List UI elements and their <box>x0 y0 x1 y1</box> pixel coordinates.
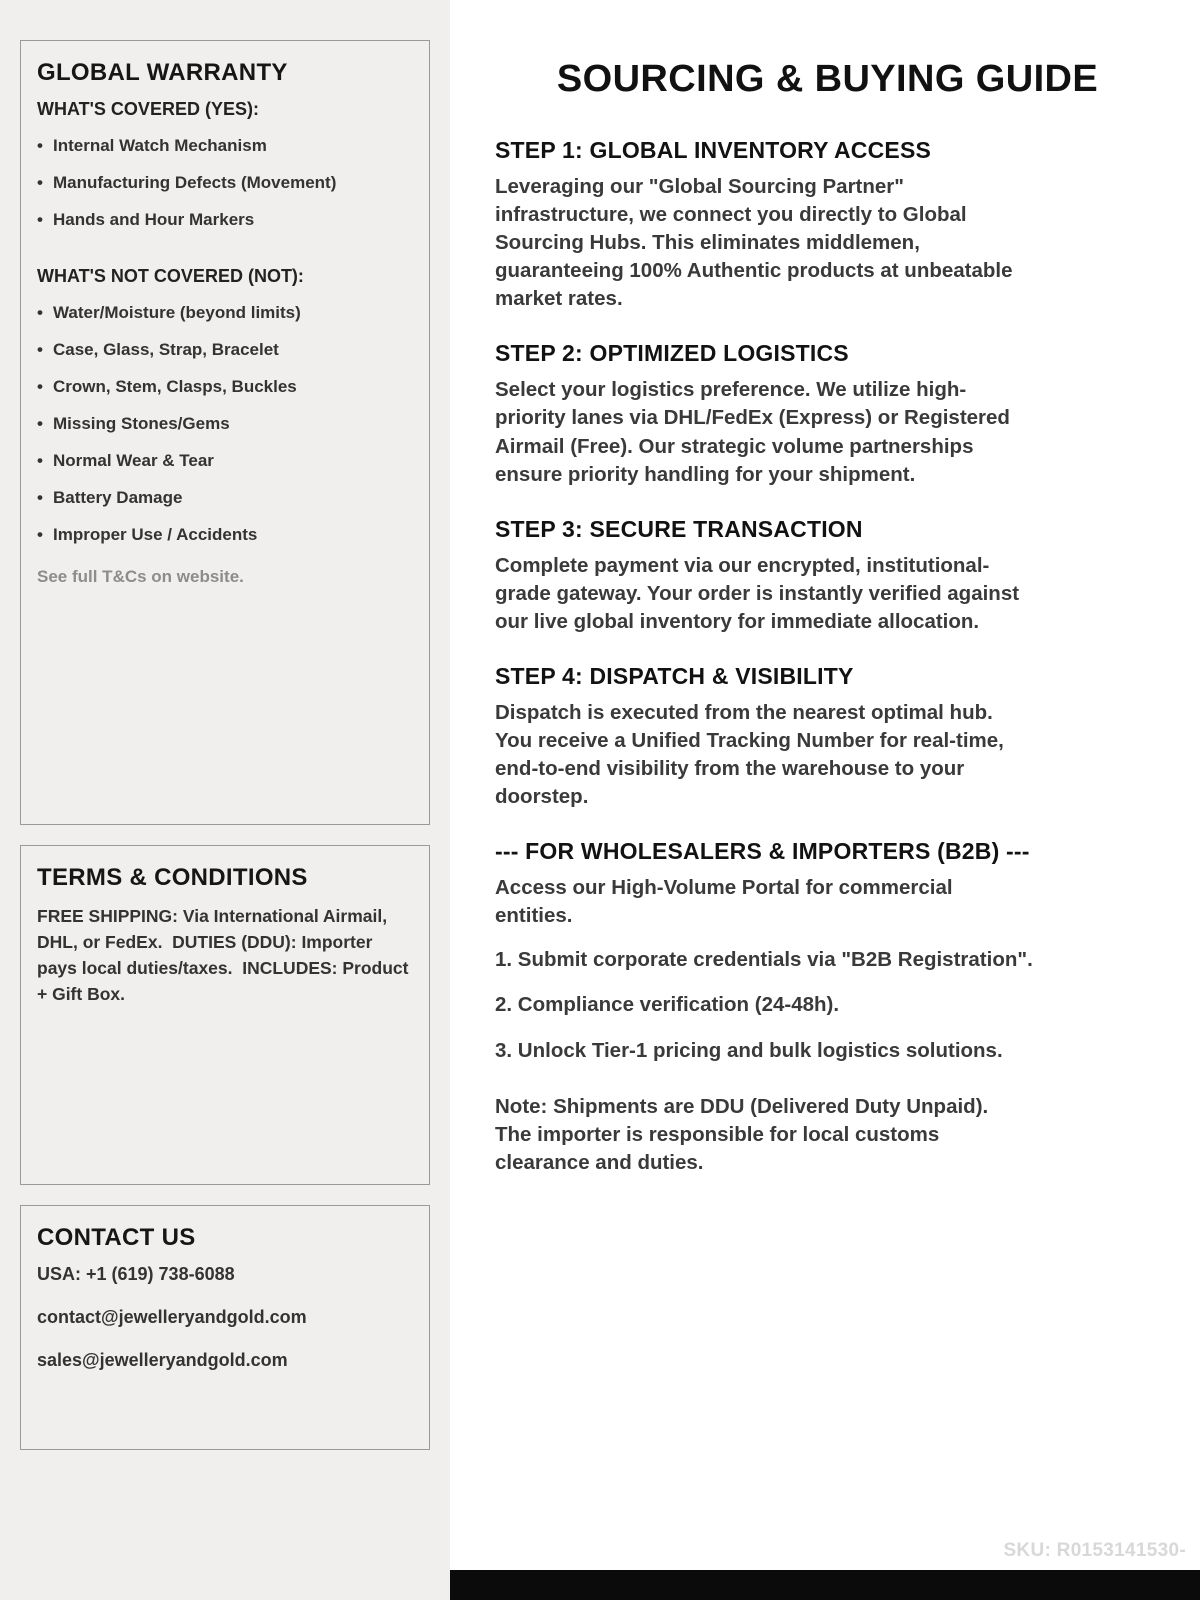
step-2-heading: STEP 2: OPTIMIZED LOGISTICS <box>495 340 849 367</box>
not-covered-item: • Missing Stones/Gems <box>37 414 413 434</box>
b2b-heading: --- FOR WHOLESALERS & IMPORTERS (B2B) --- <box>495 838 1030 865</box>
not-covered-item: • Battery Damage <box>37 488 413 508</box>
covered-heading: WHAT'S COVERED (YES): <box>37 99 259 119</box>
covered-item: • Internal Watch Mechanism <box>37 136 413 156</box>
covered-list <box>37 136 413 230</box>
contact-email: contact@jewelleryandgold.com <box>37 1307 307 1327</box>
page-title: SOURCING & BUYING GUIDE <box>556 58 1099 100</box>
contact-title: CONTACT US <box>37 1224 196 1251</box>
step-1-section <box>495 137 1160 313</box>
sourcing-guide-main <box>450 0 1200 1600</box>
step-2-section <box>495 340 1160 488</box>
warranty-footnote: See full T&Cs on website. <box>37 567 244 586</box>
contact-panel <box>20 1205 430 1450</box>
b2b-section <box>495 838 1160 1177</box>
b2b-item-2: 2. Compliance verification (24-48h). <box>495 993 840 1017</box>
info-sidebar <box>0 0 450 1600</box>
sku-label: SKU: R0153141530- <box>1003 1540 1186 1561</box>
step-3-section <box>495 516 1160 636</box>
sales-email: sales@jewelleryandgold.com <box>37 1350 288 1370</box>
b2b-item-1: 1. Submit corporate credentials via "B2B Registration". <box>495 948 1033 972</box>
step-2-body: Select your logistics preference. We utilize high-priority lanes via DHL/FedEx (Express) or Registered Airmail (Free). Our strategic volume partnerships ensure priority handling for your shipment. <box>495 378 1010 486</box>
b2b-intro: Access our High-Volume Portal for commercial entities. <box>495 876 953 928</box>
b2b-note: Note: Shipments are DDU (Delivered Duty Unpaid). The importer is responsible for local customs clearance and duties. <box>495 1094 989 1174</box>
not-covered-list <box>37 303 413 545</box>
terms-conditions-panel <box>20 845 430 1185</box>
step-4-body: Dispatch is executed from the nearest optimal hub. You receive a Unified Tracking Number for real-time, end-to-end visibility from the warehouse to your doorstep. <box>495 700 1004 809</box>
terms-title: TERMS & CONDITIONS <box>37 864 308 891</box>
step-4-heading: STEP 4: DISPATCH & VISIBILITY <box>495 662 854 689</box>
not-covered-item: • Normal Wear & Tear <box>37 451 413 471</box>
not-covered-item: • Crown, Stem, Clasps, Buckles <box>37 377 413 397</box>
covered-item: • Manufacturing Defects (Movement) <box>37 173 413 193</box>
step-1-body: Leveraging our "Global Sourcing Partner" infrastructure, we connect you directly to Global Sourcing Hubs. This eliminates middlemen, guaranteeing 100% Authentic products at unbeatable market rates. <box>495 175 1013 311</box>
not-covered-item: • Water/Moisture (beyond limits) <box>37 303 413 323</box>
not-covered-heading: WHAT'S NOT COVERED (NOT): <box>37 266 304 286</box>
step-1-heading: STEP 1: GLOBAL INVENTORY ACCESS <box>495 137 932 163</box>
terms-body: FREE SHIPPING: Via International Airmail, DHL, or FedEx. DUTIES (DDU): Importer pays local duties/taxes. INCLUDES: Product + Gift Box. <box>37 906 414 1004</box>
step-4-section <box>495 663 1160 811</box>
contact-phone: USA: +1 (619) 738-6088 <box>37 1264 235 1284</box>
global-warranty-panel <box>20 40 430 825</box>
covered-item: • Hands and Hour Markers <box>37 210 413 230</box>
step-3-body: Complete payment via our encrypted, institutional-grade gateway. Your order is instantly verified against our live global inventory for immediate allocation. <box>495 553 1020 633</box>
not-covered-item: • Case, Glass, Strap, Bracelet <box>37 340 413 360</box>
bottom-bar <box>450 1570 1200 1600</box>
b2b-item-3: 3. Unlock Tier-1 pricing and bulk logistics solutions. <box>495 1038 1003 1062</box>
warranty-title: GLOBAL WARRANTY <box>37 59 288 86</box>
step-3-heading: STEP 3: SECURE TRANSACTION <box>495 515 863 542</box>
not-covered-item: • Improper Use / Accidents <box>37 525 413 545</box>
